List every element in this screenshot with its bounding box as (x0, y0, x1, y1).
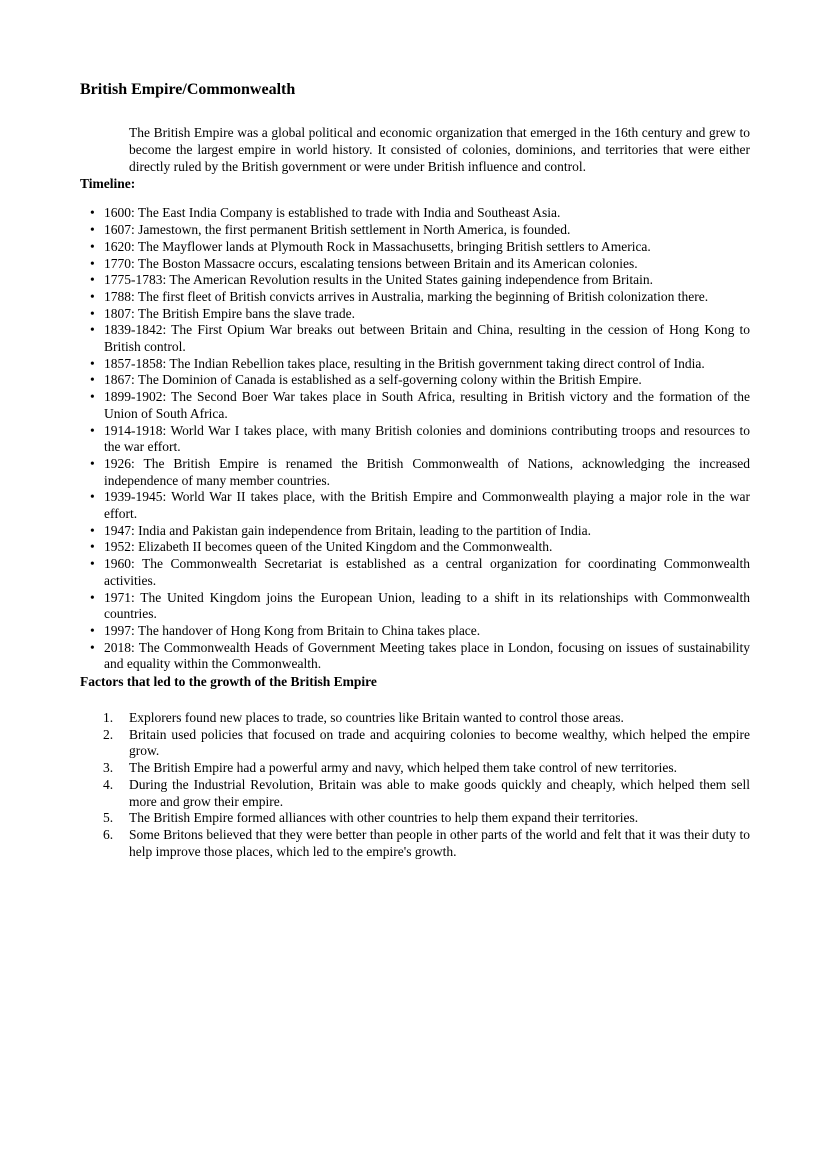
timeline-item (90, 322, 750, 355)
bullet-icon: • (90, 422, 95, 438)
timeline-item (90, 489, 750, 522)
factor-number: 3. (103, 760, 114, 776)
timeline-item-text: 1600: The East India Company is established to trade with India and Southeast Asia. (104, 205, 561, 221)
factor-item (103, 760, 750, 777)
bullet-icon: • (90, 455, 95, 471)
timeline-item (90, 589, 750, 623)
timeline-item (90, 272, 750, 289)
factor-text: The British Empire had a powerful army and navy, which helped them take control of new territories. (129, 760, 677, 776)
factor-item (103, 810, 750, 827)
factor-number: 5. (103, 810, 114, 826)
factor-number: 4. (103, 776, 114, 792)
bullet-icon: • (90, 355, 95, 371)
factors-heading: Factors that led to the growth of the British Empire (80, 674, 377, 690)
timeline-item-text: 1960: The Commonwealth Secretariat is established as a central organization for coordinating Commonwealth activities. (104, 556, 750, 588)
bullet-icon: • (90, 622, 95, 638)
factor-item (103, 827, 750, 860)
timeline-item-text: 1926: The British Empire is renamed the British Commonwealth of Nations, acknowledging the increased independence of many member countries. (104, 455, 750, 488)
factor-text: During the Industrial Revolution, Britain was able to make goods quickly and cheaply, which helped them sell more and grow their empire. (129, 776, 750, 809)
timeline-item (90, 372, 750, 389)
timeline-item (90, 355, 750, 373)
timeline-item-text: 1867: The Dominion of Canada is established as a self-governing colony within the British Empire. (104, 372, 642, 388)
timeline-item (90, 539, 750, 556)
timeline-item (90, 288, 750, 306)
timeline-item (90, 455, 750, 489)
document-title: British Empire/Commonwealth (80, 81, 296, 98)
bullet-icon: • (90, 238, 95, 254)
timeline-item-text: 1788: The first fleet of British convicts arrives in Australia, marking the beginning of British colonization there. (104, 288, 709, 304)
document-page (80, 78, 750, 860)
timeline-item-text: 1770: The Boston Massacre occurs, escalating tensions between Britain and its American colonies. (104, 255, 638, 271)
timeline-item (90, 205, 750, 222)
timeline-item-text: 1857-1858: The Indian Rebellion takes place, resulting in the British government taking direct control of India. (104, 355, 705, 371)
factor-text: Britain used policies that focused on trade and acquiring colonies to become wealthy, which helped the empire grow. (129, 726, 750, 759)
timeline-item (90, 639, 750, 673)
bullet-icon: • (90, 589, 95, 605)
timeline-item-text: 1775-1783: The American Revolution results in the United States gaining independence from Britain. (104, 272, 654, 288)
factor-number: 6. (103, 827, 114, 842)
timeline-item-text: 1607: Jamestown, the first permanent British settlement in North America, is founded. (104, 222, 571, 238)
timeline-list (80, 205, 750, 673)
factor-number: 1. (103, 710, 114, 726)
timeline-item (90, 556, 750, 589)
timeline-item-text: 1839-1842: The First Opium War breaks out between Britain and China, resulting in the cession of Hong Kong to British control. (104, 322, 750, 355)
timeline-item (90, 522, 750, 540)
bullet-icon: • (90, 522, 95, 538)
bullet-icon: • (90, 205, 95, 221)
bullet-icon: • (90, 556, 95, 572)
factor-text: Some Britons believed that they were better than people in other parts of the world and felt that it was their duty to help improve those places, which led to the empire's growth. (129, 827, 750, 859)
bullet-icon: • (90, 372, 95, 388)
factor-text: The British Empire formed alliances with other countries to help them expand their territories. (129, 810, 639, 826)
bullet-icon: • (90, 305, 95, 321)
timeline-item-text: 1952: Elizabeth II becomes queen of the United Kingdom and the Commonwealth. (104, 539, 553, 555)
bullet-icon: • (90, 322, 95, 338)
timeline-item (90, 622, 750, 640)
bullet-icon: • (90, 639, 95, 655)
timeline-item (90, 255, 750, 273)
bullet-icon: • (90, 288, 95, 304)
timeline-item (90, 389, 750, 422)
timeline-item-text: 1914-1918: World War I takes place, with many British colonies and dominions contributing troops and resources to the war effort. (104, 422, 750, 455)
bullet-icon: • (90, 272, 95, 288)
timeline-item-text: 1947: India and Pakistan gain independence from Britain, leading to the partition of India. (104, 522, 591, 538)
intro-paragraph: The British Empire was a global political and economic organization that emerged in the 16th century and grew to become the largest empire in world history. It consisted of colonies, dominions, and territories that were either directly ruled by the British government or were under British influence and control. (129, 125, 750, 174)
timeline-item-text: 2018: The Commonwealth Heads of Government Meeting takes place in London, focusing on issues of sustainability and equality within the Commonwealth. (104, 639, 750, 672)
timeline-item-text: 1939-1945: World War II takes place, with the British Empire and Commonwealth playing a major role in the war effort. (104, 489, 750, 522)
timeline-item (90, 422, 750, 456)
bullet-icon: • (90, 255, 95, 271)
bullet-icon: • (90, 489, 95, 505)
timeline-item-text: 1971: The United Kingdom joins the European Union, leading to a shift in its relationships with Commonwealth countries. (104, 589, 750, 622)
factor-text: Explorers found new places to trade, so countries like Britain wanted to control those areas. (129, 710, 624, 726)
timeline-item-text: 1620: The Mayflower lands at Plymouth Rock in Massachusetts, bringing British settlers to America. (104, 238, 651, 254)
timeline-item-text: 1899-1902: The Second Boer War takes place in South Africa, resulting in British victory and the formation of the Union of South Africa. (104, 389, 750, 421)
factors-list (80, 710, 750, 860)
timeline-item (90, 222, 750, 239)
timeline-item-text: 1997: The handover of Hong Kong from Britain to China takes place. (104, 622, 481, 638)
timeline-item (90, 305, 750, 323)
bullet-icon: • (90, 539, 95, 555)
factor-item (103, 710, 750, 727)
timeline-heading: Timeline: (80, 176, 136, 192)
factor-item (103, 776, 750, 810)
factor-number: 2. (103, 726, 114, 742)
bullet-icon: • (90, 222, 95, 238)
timeline-item (90, 238, 750, 256)
factor-item (103, 726, 750, 760)
timeline-item-text: 1807: The British Empire bans the slave trade. (104, 305, 355, 321)
bullet-icon: • (90, 389, 95, 405)
